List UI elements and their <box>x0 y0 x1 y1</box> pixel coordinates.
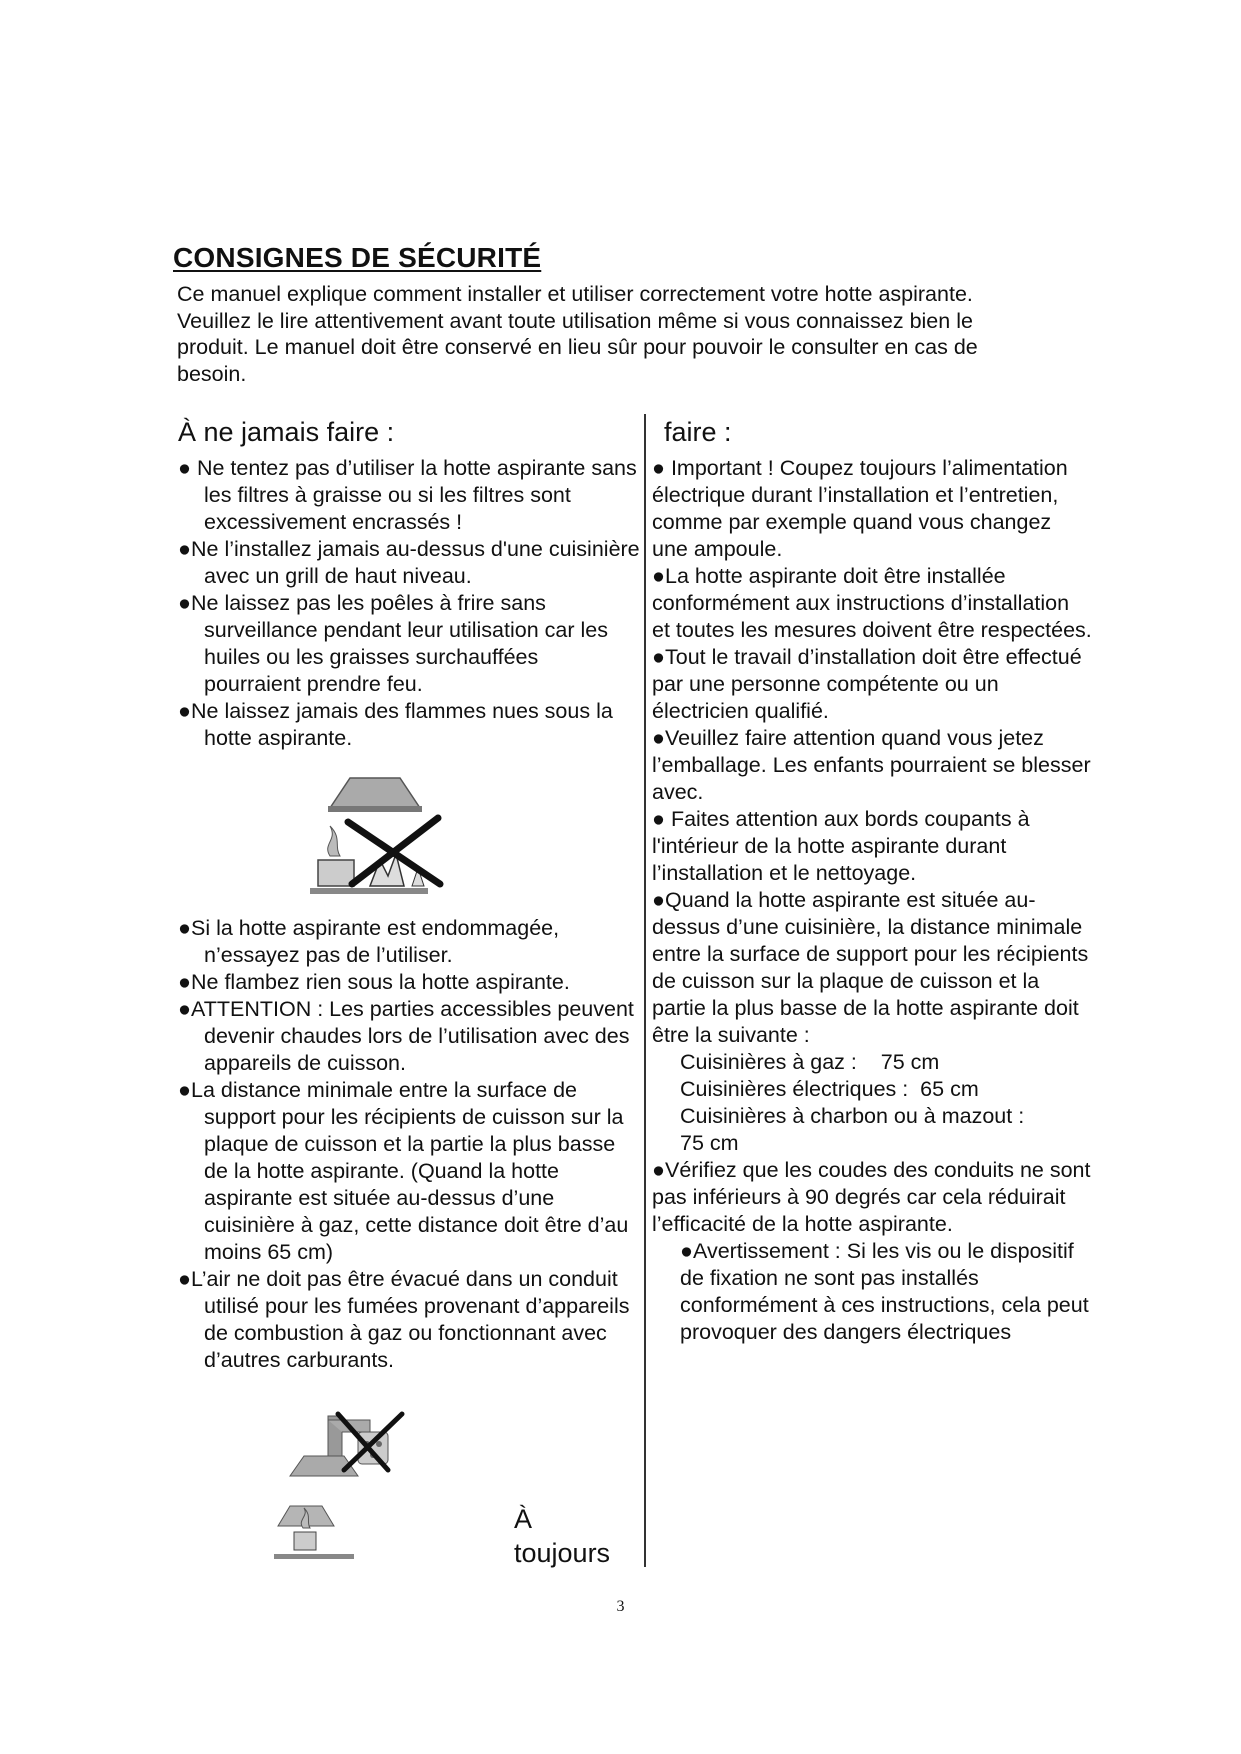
column-divider <box>644 414 646 1567</box>
always-do-item: ● Faites attention aux bords coupants à l'intérieur de la hotte aspirante durant l’installation et le nettoyage. <box>652 807 1030 885</box>
intro-paragraph <box>177 281 1077 387</box>
tail-line: toujours <box>514 1538 611 1568</box>
always-do-item: ●Veuillez faire attention quand vous jetez l’emballage. Les enfants pourraient se blesser avec. <box>652 726 1091 804</box>
distance-line: Cuisinières à charbon ou à mazout : <box>680 1104 1025 1128</box>
intro-line: Ce manuel explique comment installer et utiliser correctement votre hotte aspirante. <box>177 282 973 306</box>
never-do-item: ●La distance minimale entre la surface de support pour les récipients de cuisson sur la plaque de cuisson et la partie la plus basse de la hotte aspirante. (Quand la hotte aspirante est située au-dessus d’une cuisinière à gaz, cette distance doit être d’au moins 65 cm) <box>178 1078 629 1264</box>
always-do-item: ●Tout le travail d’installation doit être effectué par une personne compétente ou un électricien qualifié. <box>652 645 1082 723</box>
always-heading-fragment <box>514 1502 610 1570</box>
page-title: CONSIGNES DE SÉCURITÉ <box>173 242 542 273</box>
always-do-heading: faire : <box>664 417 732 447</box>
warning-item: ●Avertissement : Si les vis ou le dispositif de fixation ne sont pas installés conformément à ces instructions, cela peut provoquer des dangers électriques <box>680 1239 1089 1344</box>
page-number: 3 <box>616 1598 625 1615</box>
exhaust-prohibited-icon <box>270 1408 415 1563</box>
never-do-heading: À ne jamais faire : <box>178 417 395 447</box>
never-do-item: ●Si la hotte aspirante est endommagée, n’essayez pas de l’utiliser. <box>178 916 560 967</box>
flambe-prohibited-icon <box>300 760 450 905</box>
always-do-item: ●Quand la hotte aspirante est située au-dessus d’une cuisinière, la distance minimale entre la surface de support pour les récipients de cuisson sur la plaque de cuisson et la partie la plus basse de la hotte aspirante doit être la suivante : <box>652 888 1089 1047</box>
intro-line: Veuillez le lire attentivement avant toute utilisation même si vous connaissez bien le <box>177 308 973 333</box>
tail-line: À <box>514 1504 533 1534</box>
never-do-item: ●L’air ne doit pas être évacué dans un conduit utilisé pour les fumées provenant d’appareils de combustion à gaz ou fonctionnant avec d’autres carburants. <box>178 1267 630 1372</box>
always-do-item: ● Important ! Coupez toujours l’alimentation électrique durant l’installation et l’entretien, comme par exemple quand vous changez une ampoule. <box>652 456 1068 561</box>
never-do-item: ●Ne laissez jamais des flammes nues sous la hotte aspirante. <box>178 699 613 750</box>
always-do-item: ●La hotte aspirante doit être installée conformément aux instructions d’installation et toutes les mesures doivent être respectées. <box>652 564 1092 642</box>
always-do-column <box>652 415 1092 1346</box>
intro-line: produit. Le manuel doit être conservé en lieu sûr pour pouvoir le consulter en cas de <box>177 335 978 359</box>
distance-line: 75 cm <box>680 1131 739 1155</box>
intro-line: besoin. <box>177 361 247 386</box>
flambe-prohibited-illustration <box>300 760 450 905</box>
distance-line: Cuisinières à gaz : 75 cm <box>680 1050 940 1074</box>
never-do-item: ●Ne laissez pas les poêles à frire sans surveillance pendant leur utilisation car les huiles ou les graisses surchauffées pourraient prendre feu. <box>178 591 608 696</box>
never-do-item: ● Ne tentez pas d’utiliser la hotte aspirante sans les filtres à graisse ou si les filtres sont excessivement encrassés ! <box>178 456 637 534</box>
never-do-item: ●Ne flambez rien sous la hotte aspirante. <box>178 970 570 994</box>
distance-line: Cuisinières électriques : 65 cm <box>680 1077 979 1101</box>
never-do-item: ●ATTENTION : Les parties accessibles peuvent devenir chaudes lors de l’utilisation avec des appareils de cuisson. <box>178 997 634 1075</box>
never-do-item: ●Ne l’installez jamais au-dessus d'une cuisinière avec un grill de haut niveau. <box>178 537 640 588</box>
exhaust-prohibited-illustration <box>270 1408 415 1563</box>
always-do-item: ●Vérifiez que les coudes des conduits ne sont pas inférieurs à 90 degrés car cela réduirait l’efficacité de la hotte aspirante. <box>652 1158 1091 1236</box>
